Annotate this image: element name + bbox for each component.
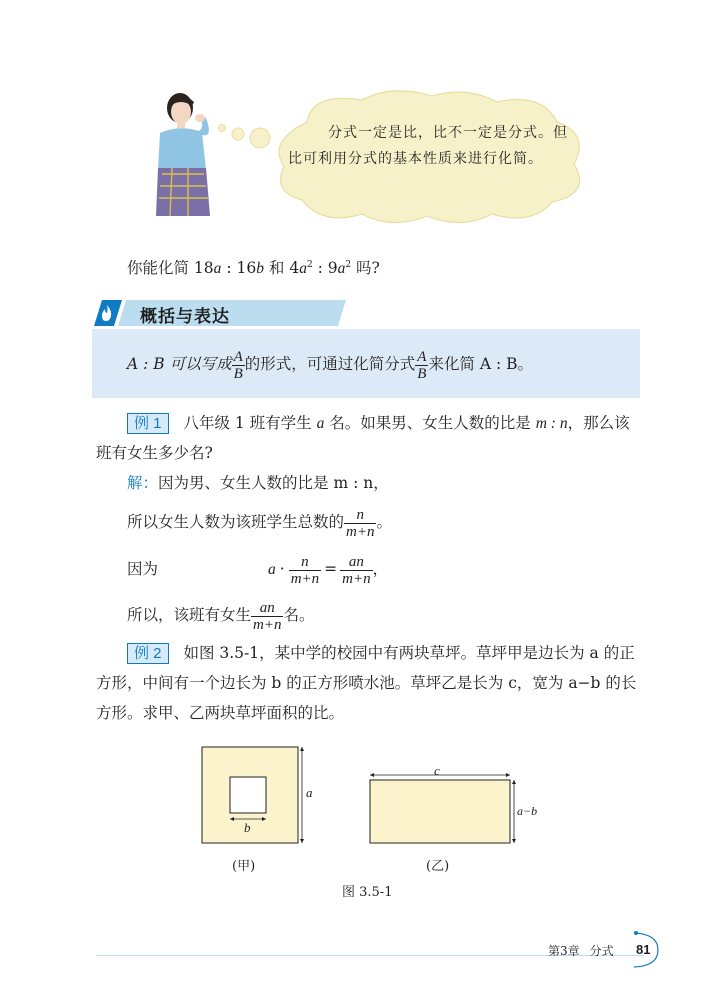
fig-left-inner-label: b [244,820,251,835]
figure-caption: 图 3.5-1 [342,885,393,900]
fraction-a-over-b-2: $\frac{A}{B}$ [417,348,427,382]
example2-label: 例 2 [127,643,169,664]
section-title: 概括与表达 [140,307,230,326]
footer-chapter: 第3章 分式 [548,944,614,958]
solution-line2: 所以女生人数为该班学生总数的 $\frac{n}{m+n}$ 。 [127,506,392,540]
result-line: 所以，该班有女生 $\frac{an}{m+n}$ 名。 [127,599,315,633]
fig-left-caption: (甲) [232,859,256,874]
equation: a · $\frac{n}{m+n}$ = $\frac{an}{m+n}$ ， [268,553,389,587]
example1-label: 例 1 [127,413,169,434]
example1-line2: 班有女生多少名? [96,444,213,462]
fraction-a-over-b: $\frac{A}{B}$ [233,348,243,382]
page-number: 81 [636,942,651,957]
example2-line1: 例 2 如图 3.5-1，某中学的校园中有两块草坪。草坪甲是边长为 a 的正 [127,642,635,664]
fig-left-side-label: a [306,785,313,800]
fig-right-caption: (乙) [426,859,450,874]
section-header [92,300,640,326]
question-line: 你能化简 18a : 16b 和 $4a^2$ : $9a^2$ 吗? [127,259,380,278]
thought-line-2: 比可利用分式的基本性质来进行化简。 [288,151,543,167]
example1-line1: 例 1 八年级 1 班有学生 a 名。如果男、女生人数的比是 m : n，那么该 [127,412,630,435]
fig-right-side-label: a−b [517,804,538,818]
fig-right-top-label: c [434,763,440,778]
rule-text: A : B 可以写成 $\frac{A}{B}$ 的形式，可通过化简分式 $\frac{A}{B}$ 来化简 A : B。 [127,348,534,382]
thought-line-1: 分式一定是比，比不一定是分式。但 [328,125,568,141]
solution-line1: 解：因为男、女生人数的比是 m : n， [127,474,389,492]
example2-line3: 方形。求甲、乙两块草坪面积的比。 [96,704,345,722]
example2-line2: 方形，中间有一个边长为 b 的正方形喷水池。草坪乙是长为 c，宽为 a−b 的长 [96,674,637,692]
because-label: 因为 [127,560,159,578]
